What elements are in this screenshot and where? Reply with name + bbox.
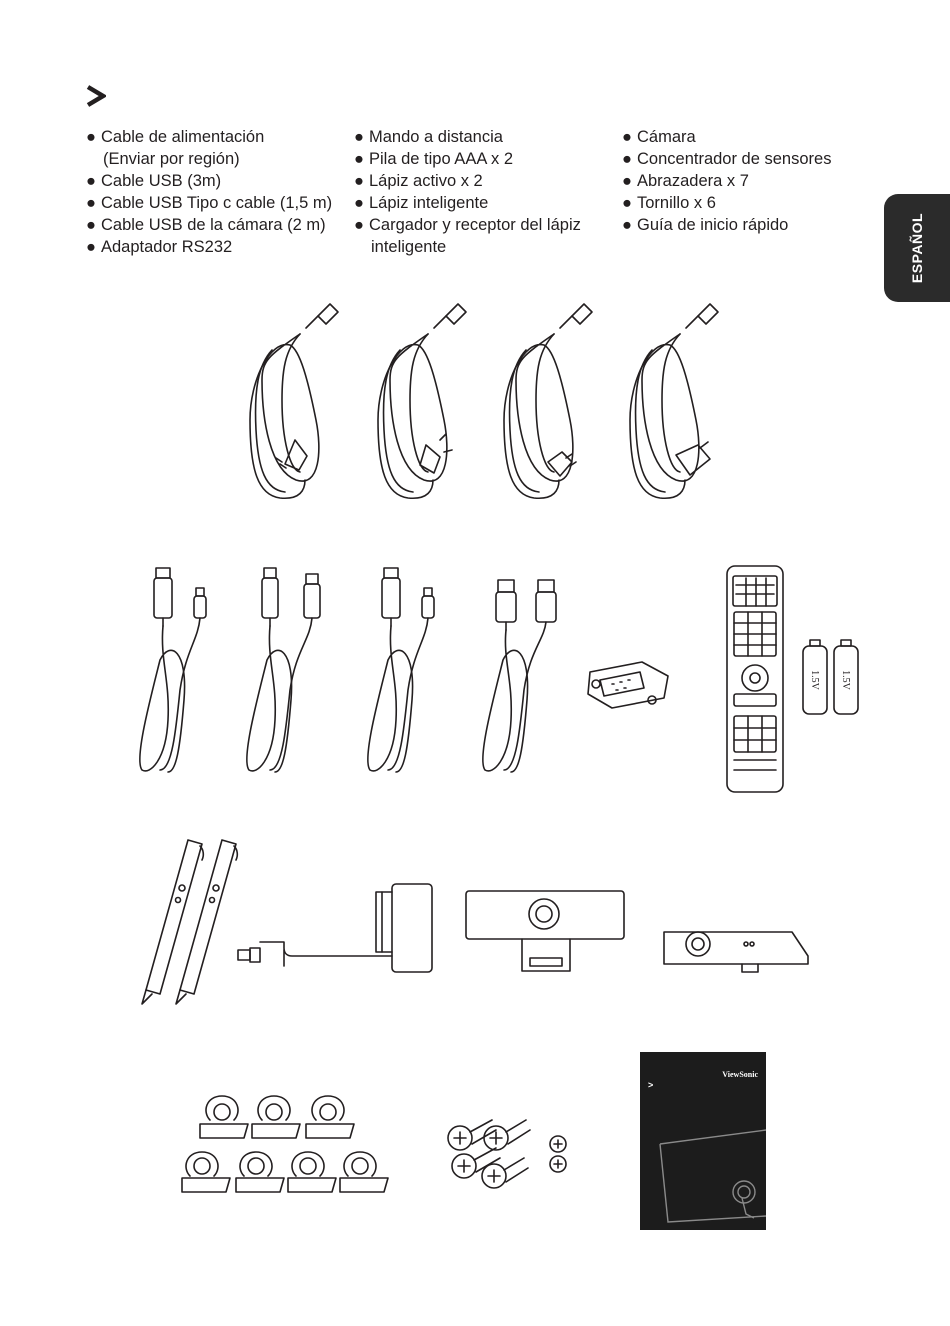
list-item: ● Guía de inicio rápido <box>622 216 789 234</box>
list-item: ● Tornillo x 6 <box>622 194 716 212</box>
battery-label-1: 1.5V <box>809 670 820 690</box>
list-item: ● Lápiz activo x 2 <box>354 172 483 190</box>
list-item-continuation: inteligente <box>371 238 447 256</box>
list-item: ● Concentrador de sensores <box>622 150 832 168</box>
list-item: ● Pila de tipo AAA x 2 <box>354 150 514 168</box>
list-item: ● Cable USB Tipo c cable (1,5 m) <box>86 194 333 212</box>
list-item: ● Cargador y receptor del lápiz <box>354 216 581 234</box>
list-item: ● Lápiz inteligente <box>354 194 489 212</box>
list-item: ● Abrazadera x 7 <box>622 172 749 190</box>
language-label: ESPAÑOL <box>909 212 925 284</box>
list-item-continuation: (Enviar por región) <box>103 150 240 168</box>
list-item: ● Cable USB de la cámara (2 m) <box>86 216 326 234</box>
list-item: ● Cable USB (3m) <box>86 172 222 190</box>
list-item: ● Cámara <box>622 128 696 146</box>
list-item: ● Mando a distancia <box>354 128 503 146</box>
guide-brand: ViewSonic <box>722 1070 758 1079</box>
guide-marker: > <box>648 1080 654 1090</box>
list-item: ● Adaptador RS232 <box>86 238 233 256</box>
guide-cover-art <box>640 1052 766 1230</box>
quick-start-guide-icon <box>640 1052 766 1230</box>
list-item: ● Cable de alimentación <box>86 128 265 146</box>
battery-label-2: 1.5V <box>840 670 851 690</box>
